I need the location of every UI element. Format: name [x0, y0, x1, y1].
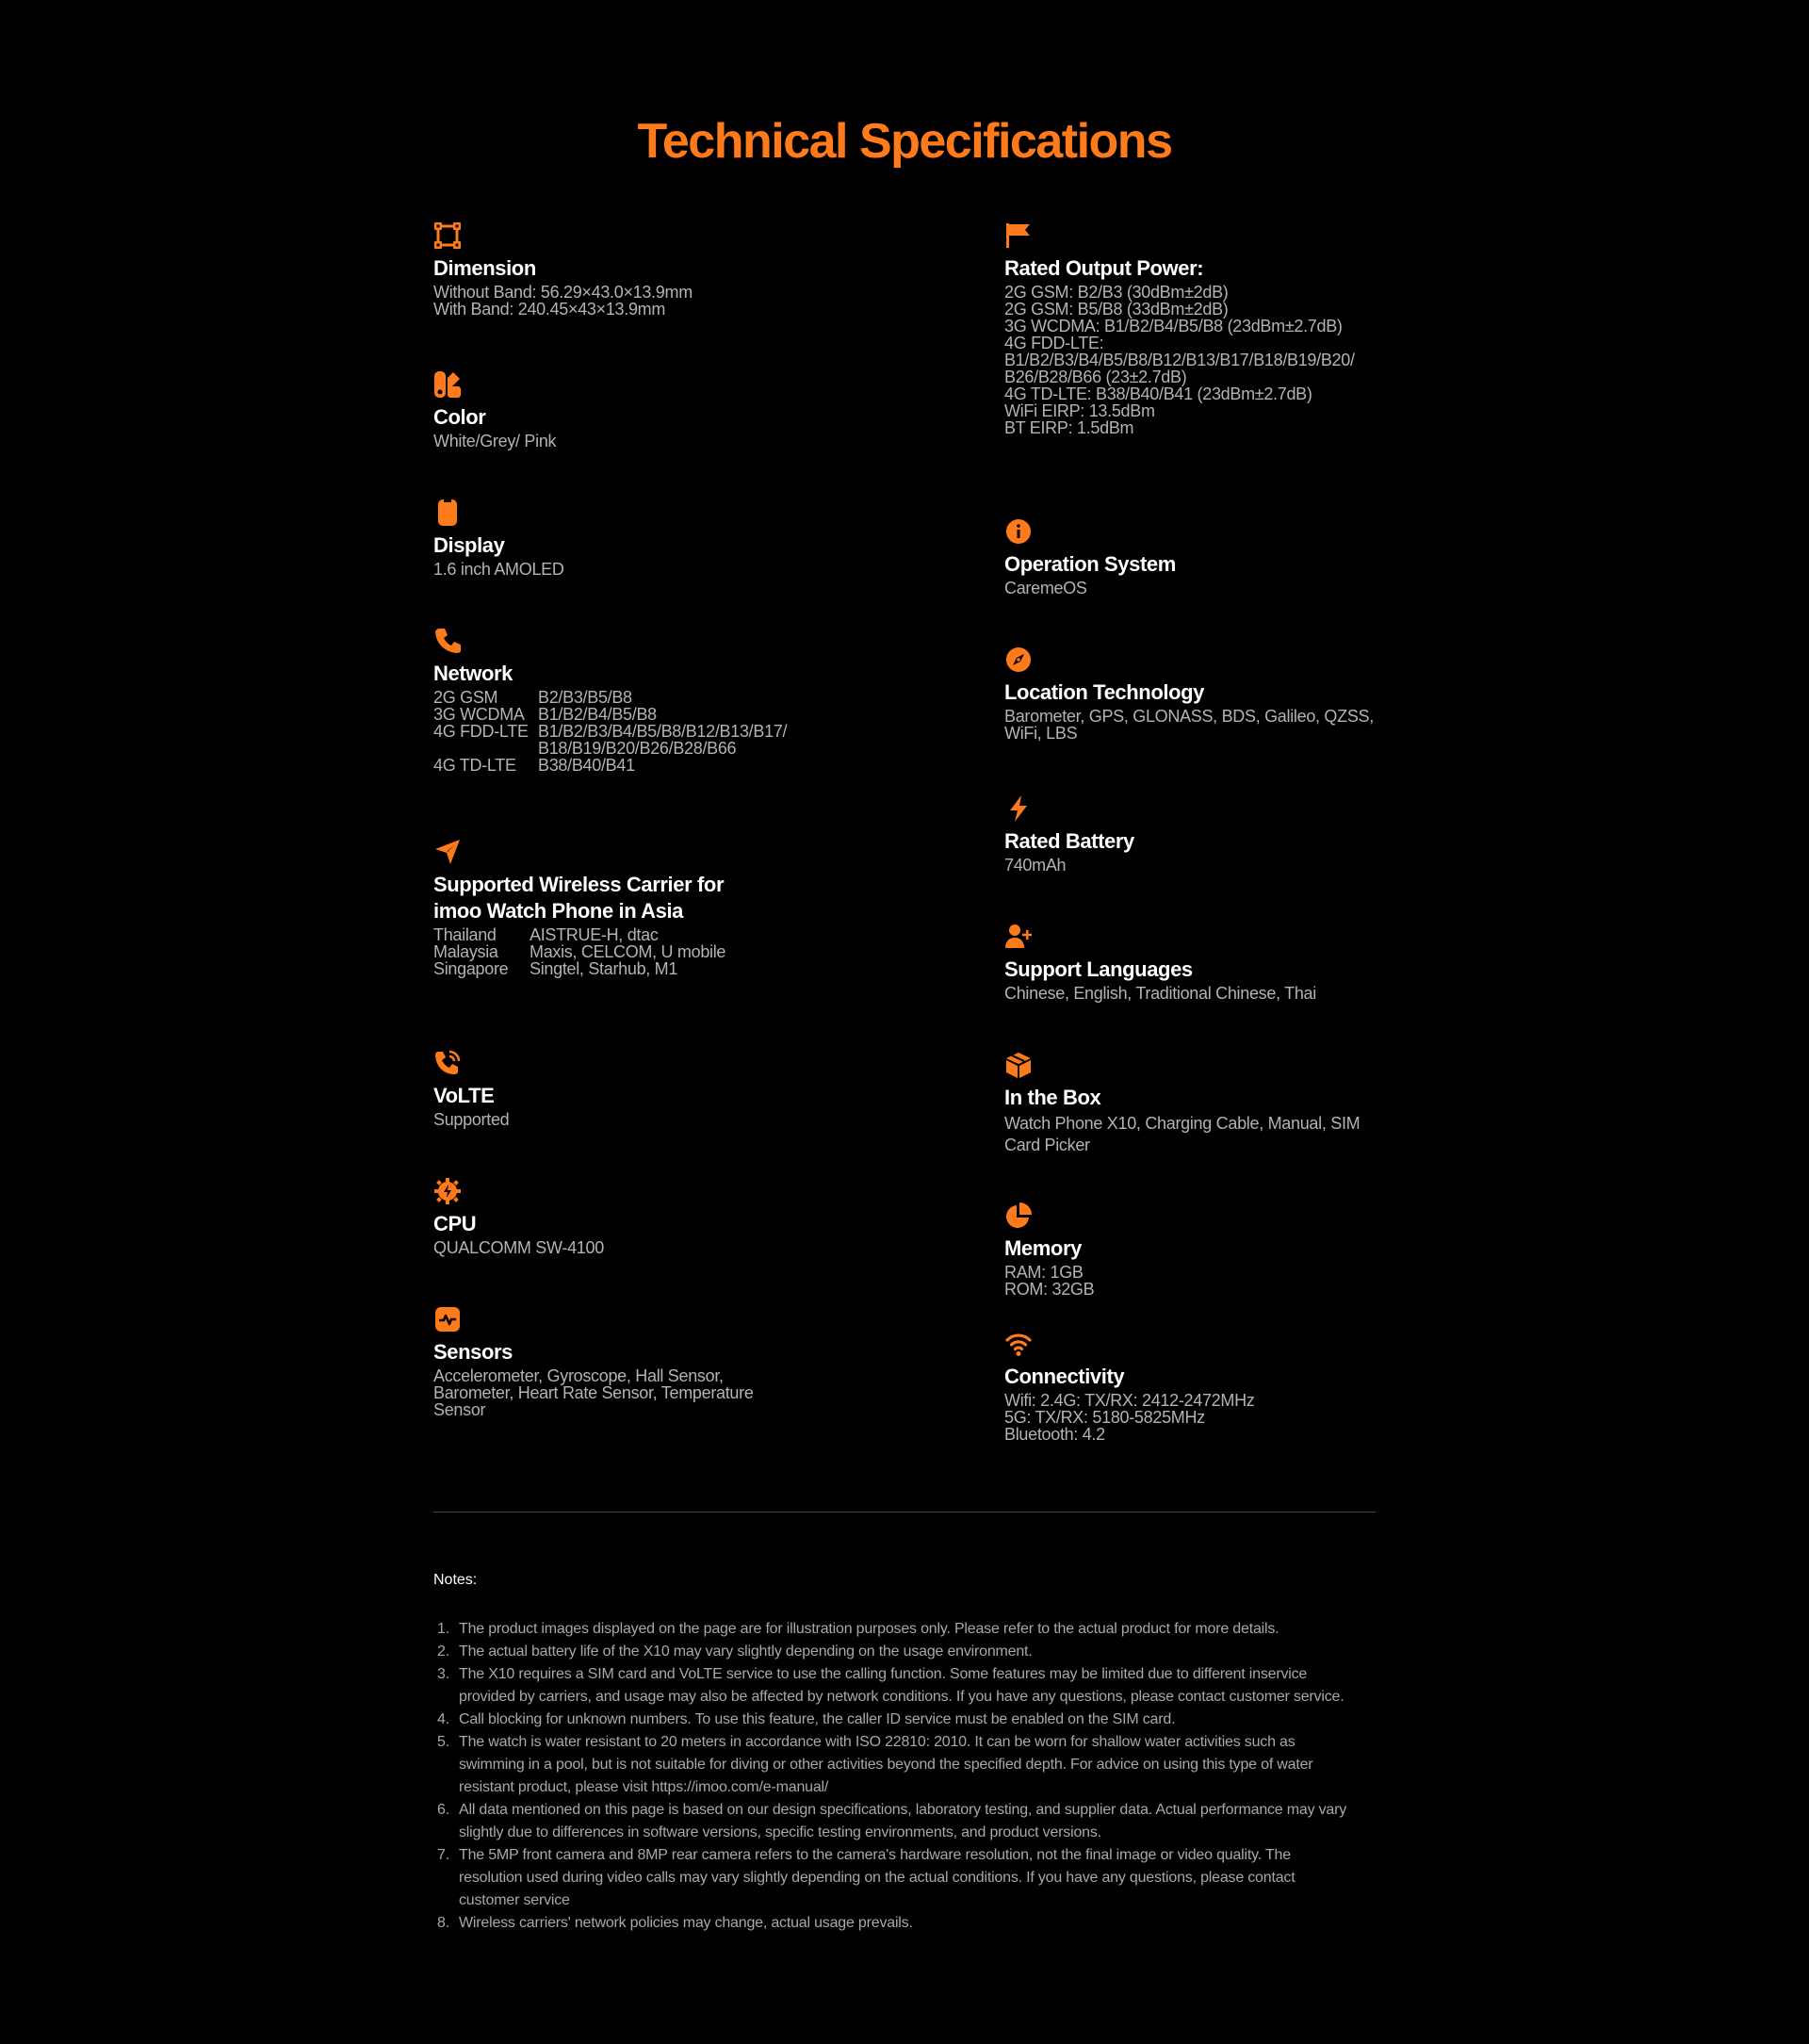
spec-title: Dimension [433, 256, 536, 280]
notes-heading: Notes: [433, 1572, 478, 1588]
note-number: 6. [437, 1802, 449, 1818]
spec-value-line: 4G TD-LTE: B38/B40/B41 (23dBm±2.7dB) [1004, 384, 1312, 403]
spec-title: In the Box [1004, 1086, 1101, 1109]
spec-value-line: BT EIRP: 1.5dBm [1004, 418, 1134, 437]
info-icon [1004, 517, 1033, 546]
user-add-icon [1004, 923, 1033, 951]
spec-title: Connectivity [1004, 1365, 1125, 1388]
spec-value-line: Wifi: 2.4G: TX/RX: 2412-2472MHz [1004, 1391, 1255, 1410]
band-value: B1/B2/B3/B4/B5/B8/B12/B13/B17/ [538, 722, 788, 741]
note-line: swimming in a pool, but is not suitable for diving or other activities beyond the specified depth. For advice on using this type of water [459, 1757, 1313, 1773]
note-line: The product images displayed on the page are for illustration purposes only. Please refer to the actual product for more details. [459, 1621, 1279, 1637]
spec-value-line: 2G GSM: B5/B8 (33dBm±2dB) [1004, 300, 1229, 319]
spec-title: Support Languages [1004, 957, 1193, 981]
compass-icon [1004, 646, 1033, 674]
spec-value-line: Sensor [433, 1400, 486, 1419]
note-number: 2. [437, 1643, 449, 1660]
spec-dimension [433, 221, 961, 318]
spec-title: Display [433, 533, 505, 557]
spec-value-line: 4G FDD-LTE: [1004, 334, 1104, 352]
spec-value-line: With Band: 240.45×43×13.9mm [433, 300, 666, 319]
note-text [459, 1731, 1376, 1799]
spec-value-line: CaremeOS [1004, 579, 1087, 597]
carrier-country: Singapore [433, 959, 509, 978]
note-line: resistant product, please visit https://imoo.com/e-manual/ [459, 1779, 829, 1795]
spec-value-line: WiFi, LBS [1004, 724, 1078, 743]
spec-title: Supported Wireless Carrier for [433, 873, 725, 896]
wifi-icon [1004, 1330, 1033, 1358]
spec-value-line: Bluetooth: 4.2 [1004, 1425, 1105, 1444]
carrier-list: AISTRUE-H, dtac [530, 925, 659, 944]
spec-connectivity [1004, 1330, 1400, 1443]
carrier-list: Maxis, CELCOM, U mobile [530, 942, 726, 961]
spec-title: Location Technology [1004, 680, 1204, 704]
note-line: customer service [459, 1892, 570, 1908]
lightning-icon [1004, 794, 1033, 823]
note-item [433, 1799, 1376, 1844]
spec-title: Rated Output Power: [1004, 256, 1204, 280]
cpu-icon [433, 1177, 462, 1205]
notes-list [433, 1618, 1376, 1935]
band-label: 4G TD-LTE [433, 756, 516, 775]
note-number: 8. [437, 1915, 449, 1931]
band-label: 2G GSM [433, 688, 498, 707]
flag-icon [1004, 221, 1033, 250]
note-number: 4. [437, 1711, 449, 1727]
carrier-country: Malaysia [433, 942, 498, 961]
section-divider [433, 1512, 1376, 1513]
display-icon [433, 499, 462, 527]
spec-operation-system [1004, 517, 1400, 597]
note-line: slightly due to differences in software versions, specific testing environments, and product versions. [459, 1824, 1101, 1840]
spec-value-line: ROM: 32GB [1004, 1280, 1095, 1299]
spec-title: imoo Watch Phone in Asia [433, 899, 684, 923]
spec-value-line: 740mAh [1004, 856, 1067, 875]
note-number: 1. [437, 1621, 449, 1637]
spec-wireless-carrier [433, 838, 961, 977]
color-palette-icon [433, 370, 462, 399]
spec-display [433, 499, 961, 578]
spec-value-line: Without Band: 56.29×43.0×13.9mm [433, 283, 693, 302]
note-item [433, 1709, 1376, 1731]
note-line: The actual battery life of the X10 may vary slightly depending on the usage environment. [459, 1643, 1033, 1660]
spec-title: VoLTE [433, 1084, 495, 1107]
spec-value-line: Barometer, GPS, GLONASS, BDS, Galileo, QZSS, [1004, 707, 1374, 726]
band-value: B18/B19/B20/B26/B28/B66 [538, 739, 737, 758]
spec-title: Color [433, 405, 486, 429]
note-item [433, 1731, 1376, 1799]
note-item [433, 1844, 1376, 1912]
spec-value-line: 2G GSM: B2/B3 (30dBm±2dB) [1004, 283, 1229, 302]
spec-in-the-box [1004, 1051, 1400, 1156]
spec-rated-output-power [1004, 221, 1400, 436]
spec-title: Sensors [433, 1340, 513, 1364]
band-value: B1/B2/B4/B5/B8 [538, 705, 657, 724]
note-text [459, 1709, 1376, 1731]
note-item [433, 1618, 1376, 1641]
box-icon [1004, 1051, 1033, 1079]
carrier-table [433, 926, 961, 977]
spec-value-line: Barometer, Heart Rate Sensor, Temperature [433, 1383, 754, 1402]
phone-call-icon [433, 1049, 462, 1077]
spec-value-line: B1/B2/B3/B4/B5/B8/B12/B13/B17/B18/B19/B20/ [1004, 351, 1355, 369]
spec-memory [1004, 1202, 1400, 1298]
note-text [459, 1663, 1376, 1709]
band-value: B2/B3/B5/B8 [538, 688, 632, 707]
pie-chart-icon [1004, 1202, 1033, 1230]
spec-network [433, 627, 961, 774]
spec-support-languages [1004, 923, 1400, 1002]
spec-value-line: RAM: 1GB [1004, 1263, 1084, 1282]
spec-title: Memory [1004, 1236, 1082, 1260]
page-title: Technical Specifications [637, 114, 1172, 169]
band-label [433, 740, 538, 757]
spec-value-line: WiFi EIRP: 13.5dBm [1004, 401, 1155, 420]
note-item [433, 1912, 1376, 1935]
note-text [459, 1641, 1376, 1663]
note-line: The X10 requires a SIM card and VoLTE service to use the calling function. Some features may be limited due to different inservice [459, 1666, 1308, 1682]
note-text [459, 1618, 1376, 1641]
note-line: provided by carriers, and usage may also be affected by network conditions. If you have any questions, please contact customer service. [459, 1689, 1345, 1705]
note-line: All data mentioned on this page is based on our design specifications, laboratory testing, and supplier data. Actual performance may vary [459, 1802, 1347, 1818]
spec-value-line: Card Picker [1004, 1136, 1090, 1154]
send-icon [433, 838, 462, 866]
spec-value-line: Chinese, English, Traditional Chinese, Thai [1004, 984, 1316, 1003]
carrier-country: Thailand [433, 925, 497, 944]
note-item [433, 1663, 1376, 1709]
note-item [433, 1641, 1376, 1663]
dimension-icon [433, 221, 462, 250]
spec-value-line: 1.6 inch AMOLED [433, 560, 564, 579]
spec-location-technology [1004, 646, 1400, 742]
note-number: 5. [437, 1734, 449, 1750]
note-line: The 5MP front camera and 8MP rear camera refers to the camera's hardware resolution, not the final image or video quality. The [459, 1847, 1291, 1863]
spec-value-line: 5G: TX/RX: 5180-5825MHz [1004, 1408, 1205, 1427]
spec-value-line: B26/B28/B66 (23±2.7dB) [1004, 368, 1187, 386]
spec-value-line: White/Grey/ Pink [433, 432, 557, 450]
spec-color [433, 370, 961, 450]
spec-sensors [433, 1305, 961, 1418]
spec-value-line: Watch Phone X10, Charging Cable, Manual, SIM [1004, 1114, 1361, 1133]
spec-value-line: Supported [433, 1110, 510, 1129]
sensor-activity-icon [433, 1305, 462, 1333]
note-number: 7. [437, 1847, 449, 1863]
spec-title: Operation System [1004, 552, 1176, 576]
note-line: resolution used during video calls may vary slightly depending on the actual conditions. If you have any questions, please contact [459, 1870, 1296, 1886]
spec-rated-battery [1004, 794, 1400, 874]
spec-volte [433, 1049, 961, 1128]
network-bands-table [433, 689, 961, 774]
spec-title: CPU [433, 1212, 477, 1235]
spec-value-line: 3G WCDMA: B1/B2/B4/B5/B8 (23dBm±2.7dB) [1004, 317, 1343, 335]
spec-value-line: Accelerometer, Gyroscope, Hall Sensor, [433, 1366, 724, 1385]
spec-title: Rated Battery [1004, 829, 1134, 853]
note-line: Call blocking for unknown numbers. To use this feature, the caller ID service must be enabled on the SIM card. [459, 1711, 1176, 1727]
spec-cpu [433, 1177, 961, 1256]
note-text [459, 1799, 1376, 1844]
note-text [459, 1912, 1376, 1935]
spec-title: Network [433, 662, 513, 685]
band-label: 4G FDD-LTE [433, 722, 529, 741]
band-value: B38/B40/B41 [538, 756, 635, 775]
note-line: Wireless carriers' network policies may change, actual usage prevails. [459, 1915, 913, 1931]
note-line: The watch is water resistant to 20 meters in accordance with ISO 22810: 2010. It can be worn for shallow water activities such as [459, 1734, 1296, 1750]
carrier-list: Singtel, Starhub, M1 [530, 959, 678, 978]
note-number: 3. [437, 1666, 449, 1682]
phone-icon [433, 627, 462, 655]
note-text [459, 1844, 1376, 1912]
spec-value-line: QUALCOMM SW-4100 [433, 1238, 604, 1257]
band-label: 3G WCDMA [433, 705, 525, 724]
